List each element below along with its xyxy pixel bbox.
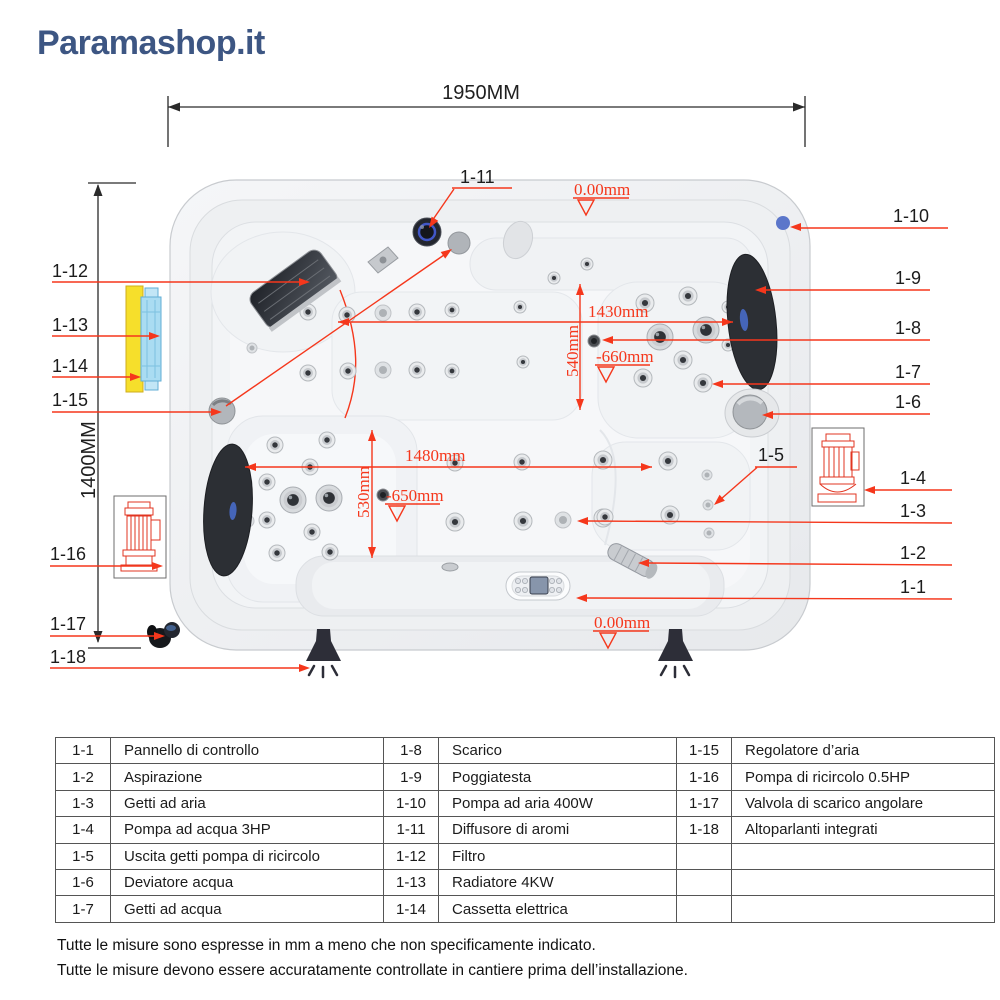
legend-desc-cell: Valvola di scarico angolare (732, 790, 995, 816)
dim-660-label: -660mm (596, 347, 654, 366)
drain-valve-icon (147, 622, 180, 648)
callout-label-1-10: 1-10 (893, 206, 930, 226)
legend-desc-cell: Cassetta elettrica (439, 896, 677, 922)
callout-label-1-7: 1-7 (895, 362, 922, 382)
legend-desc-cell: Poggiatesta (439, 764, 677, 790)
dim-540-label: 540mm (563, 325, 582, 377)
legend-desc-cell: Pannello di controllo (111, 738, 384, 764)
legend-table (55, 737, 995, 923)
legend-id-cell (677, 843, 732, 869)
legend-id-cell (677, 869, 732, 895)
aroma-diffuser-icon (413, 218, 441, 246)
dim-1480-label: 1480mm (405, 446, 466, 465)
legend-desc-cell: Aspirazione (111, 764, 384, 790)
callout-label-1-4: 1-4 (900, 468, 927, 488)
legend-id-cell: 1-17 (677, 790, 732, 816)
legend-id-cell: 1-4 (56, 817, 111, 843)
air-regulator-knob-top (448, 232, 470, 254)
hot-tub (170, 180, 810, 650)
dim-width (168, 82, 805, 147)
callout-label-1-2: 1-2 (900, 543, 927, 563)
legend-id-cell: 1-18 (677, 817, 732, 843)
callout-label-1-6: 1-6 (895, 392, 922, 412)
legend-id-cell: 1-6 (56, 869, 111, 895)
legend-id-cell: 1-14 (384, 896, 439, 922)
legend-desc-cell: Uscita getti pompa di ricircolo (111, 843, 384, 869)
control-panel-screen (530, 577, 548, 594)
legend-id-cell: 1-5 (56, 843, 111, 869)
legend-desc-cell: Pompa ad acqua 3HP (111, 817, 384, 843)
callout-label-1-15: 1-15 (52, 390, 89, 410)
callout-label-1-3: 1-3 (900, 501, 927, 521)
legend-id-cell: 1-11 (384, 817, 439, 843)
notes (57, 933, 688, 983)
legend-desc-cell (732, 869, 995, 895)
note-line: Tutte le misure sono espresse in mm a meno che non specificamente indicato. (57, 937, 596, 954)
footwell-drain (442, 563, 458, 571)
legend-desc-cell: Scarico (439, 738, 677, 764)
callout-label-1-14: 1-14 (52, 356, 89, 376)
callout-label-1-18: 1-18 (50, 647, 87, 667)
legend-row (56, 764, 995, 790)
legend-id-cell: 1-2 (56, 764, 111, 790)
legend-desc-cell: Getti ad aria (111, 790, 384, 816)
legend-desc-cell: Radiatore 4KW (439, 869, 677, 895)
dim-width-label: 1950MM (442, 82, 520, 104)
legend-id-cell: 1-16 (677, 764, 732, 790)
legend-id-cell: 1-10 (384, 790, 439, 816)
dim-650-label: -650mm (386, 486, 444, 505)
legend-id-cell: 1-9 (384, 764, 439, 790)
dim-height-label: 1400MM (78, 421, 100, 499)
legend-desc-cell: Pompa ad aria 400W (439, 790, 677, 816)
pump-sketch-right (812, 428, 864, 506)
callout-label-1-11: 1-11 (460, 167, 495, 187)
air-pump-dot (776, 216, 790, 230)
legend-desc-cell: Pompa di ricircolo 0.5HP (732, 764, 995, 790)
legend-desc-cell (732, 843, 995, 869)
legend-id-cell: 1-8 (384, 738, 439, 764)
legend-id-cell: 1-12 (384, 843, 439, 869)
callout-label-1-16: 1-16 (50, 544, 87, 564)
legend-desc-cell: Diffusore di aromi (439, 817, 677, 843)
legend-row (56, 738, 995, 764)
legend-desc-cell: Getti ad acqua (111, 896, 384, 922)
logo: Paramashop.it (37, 24, 265, 62)
dim-530-label: 530mm (354, 466, 373, 518)
legend-row (56, 869, 995, 895)
legend-row (56, 817, 995, 843)
callout-label-1-1: 1-1 (900, 577, 927, 597)
dim-1430-label: 1430mm (588, 302, 649, 321)
datum-top-label: 0.00mm (574, 180, 631, 199)
datum-bottom-label: 0.00mm (594, 613, 651, 632)
callout-label-1-13: 1-13 (52, 315, 89, 335)
legend-id-cell (677, 896, 732, 922)
legend-id-cell: 1-15 (677, 738, 732, 764)
callout-label-1-8: 1-8 (895, 318, 922, 338)
legend-row (56, 790, 995, 816)
legend-id-cell: 1-7 (56, 896, 111, 922)
legend-id-cell: 1-3 (56, 790, 111, 816)
legend-desc-cell: Regolatore d’aria (732, 738, 995, 764)
callout-label-1-17: 1-17 (50, 614, 87, 634)
legend-id-cell: 1-1 (56, 738, 111, 764)
control-panel-icon (506, 572, 570, 600)
legend-id-cell: 1-13 (384, 869, 439, 895)
callout-label-1-12: 1-12 (52, 261, 89, 281)
legend-row (56, 843, 995, 869)
legend-desc-cell (732, 896, 995, 922)
legend-desc-cell: Filtro (439, 843, 677, 869)
legend-row (56, 896, 995, 922)
callout-label-1-9: 1-9 (895, 268, 922, 288)
legend-desc-cell: Altoparlanti integrati (732, 817, 995, 843)
callout-label-1-5: 1-5 (758, 445, 785, 465)
note-line: Tutte le misure devono essere accuratamente controllate in cantiere prima dell’installazione. (57, 962, 688, 979)
legend-desc-cell: Deviatore acqua (111, 869, 384, 895)
